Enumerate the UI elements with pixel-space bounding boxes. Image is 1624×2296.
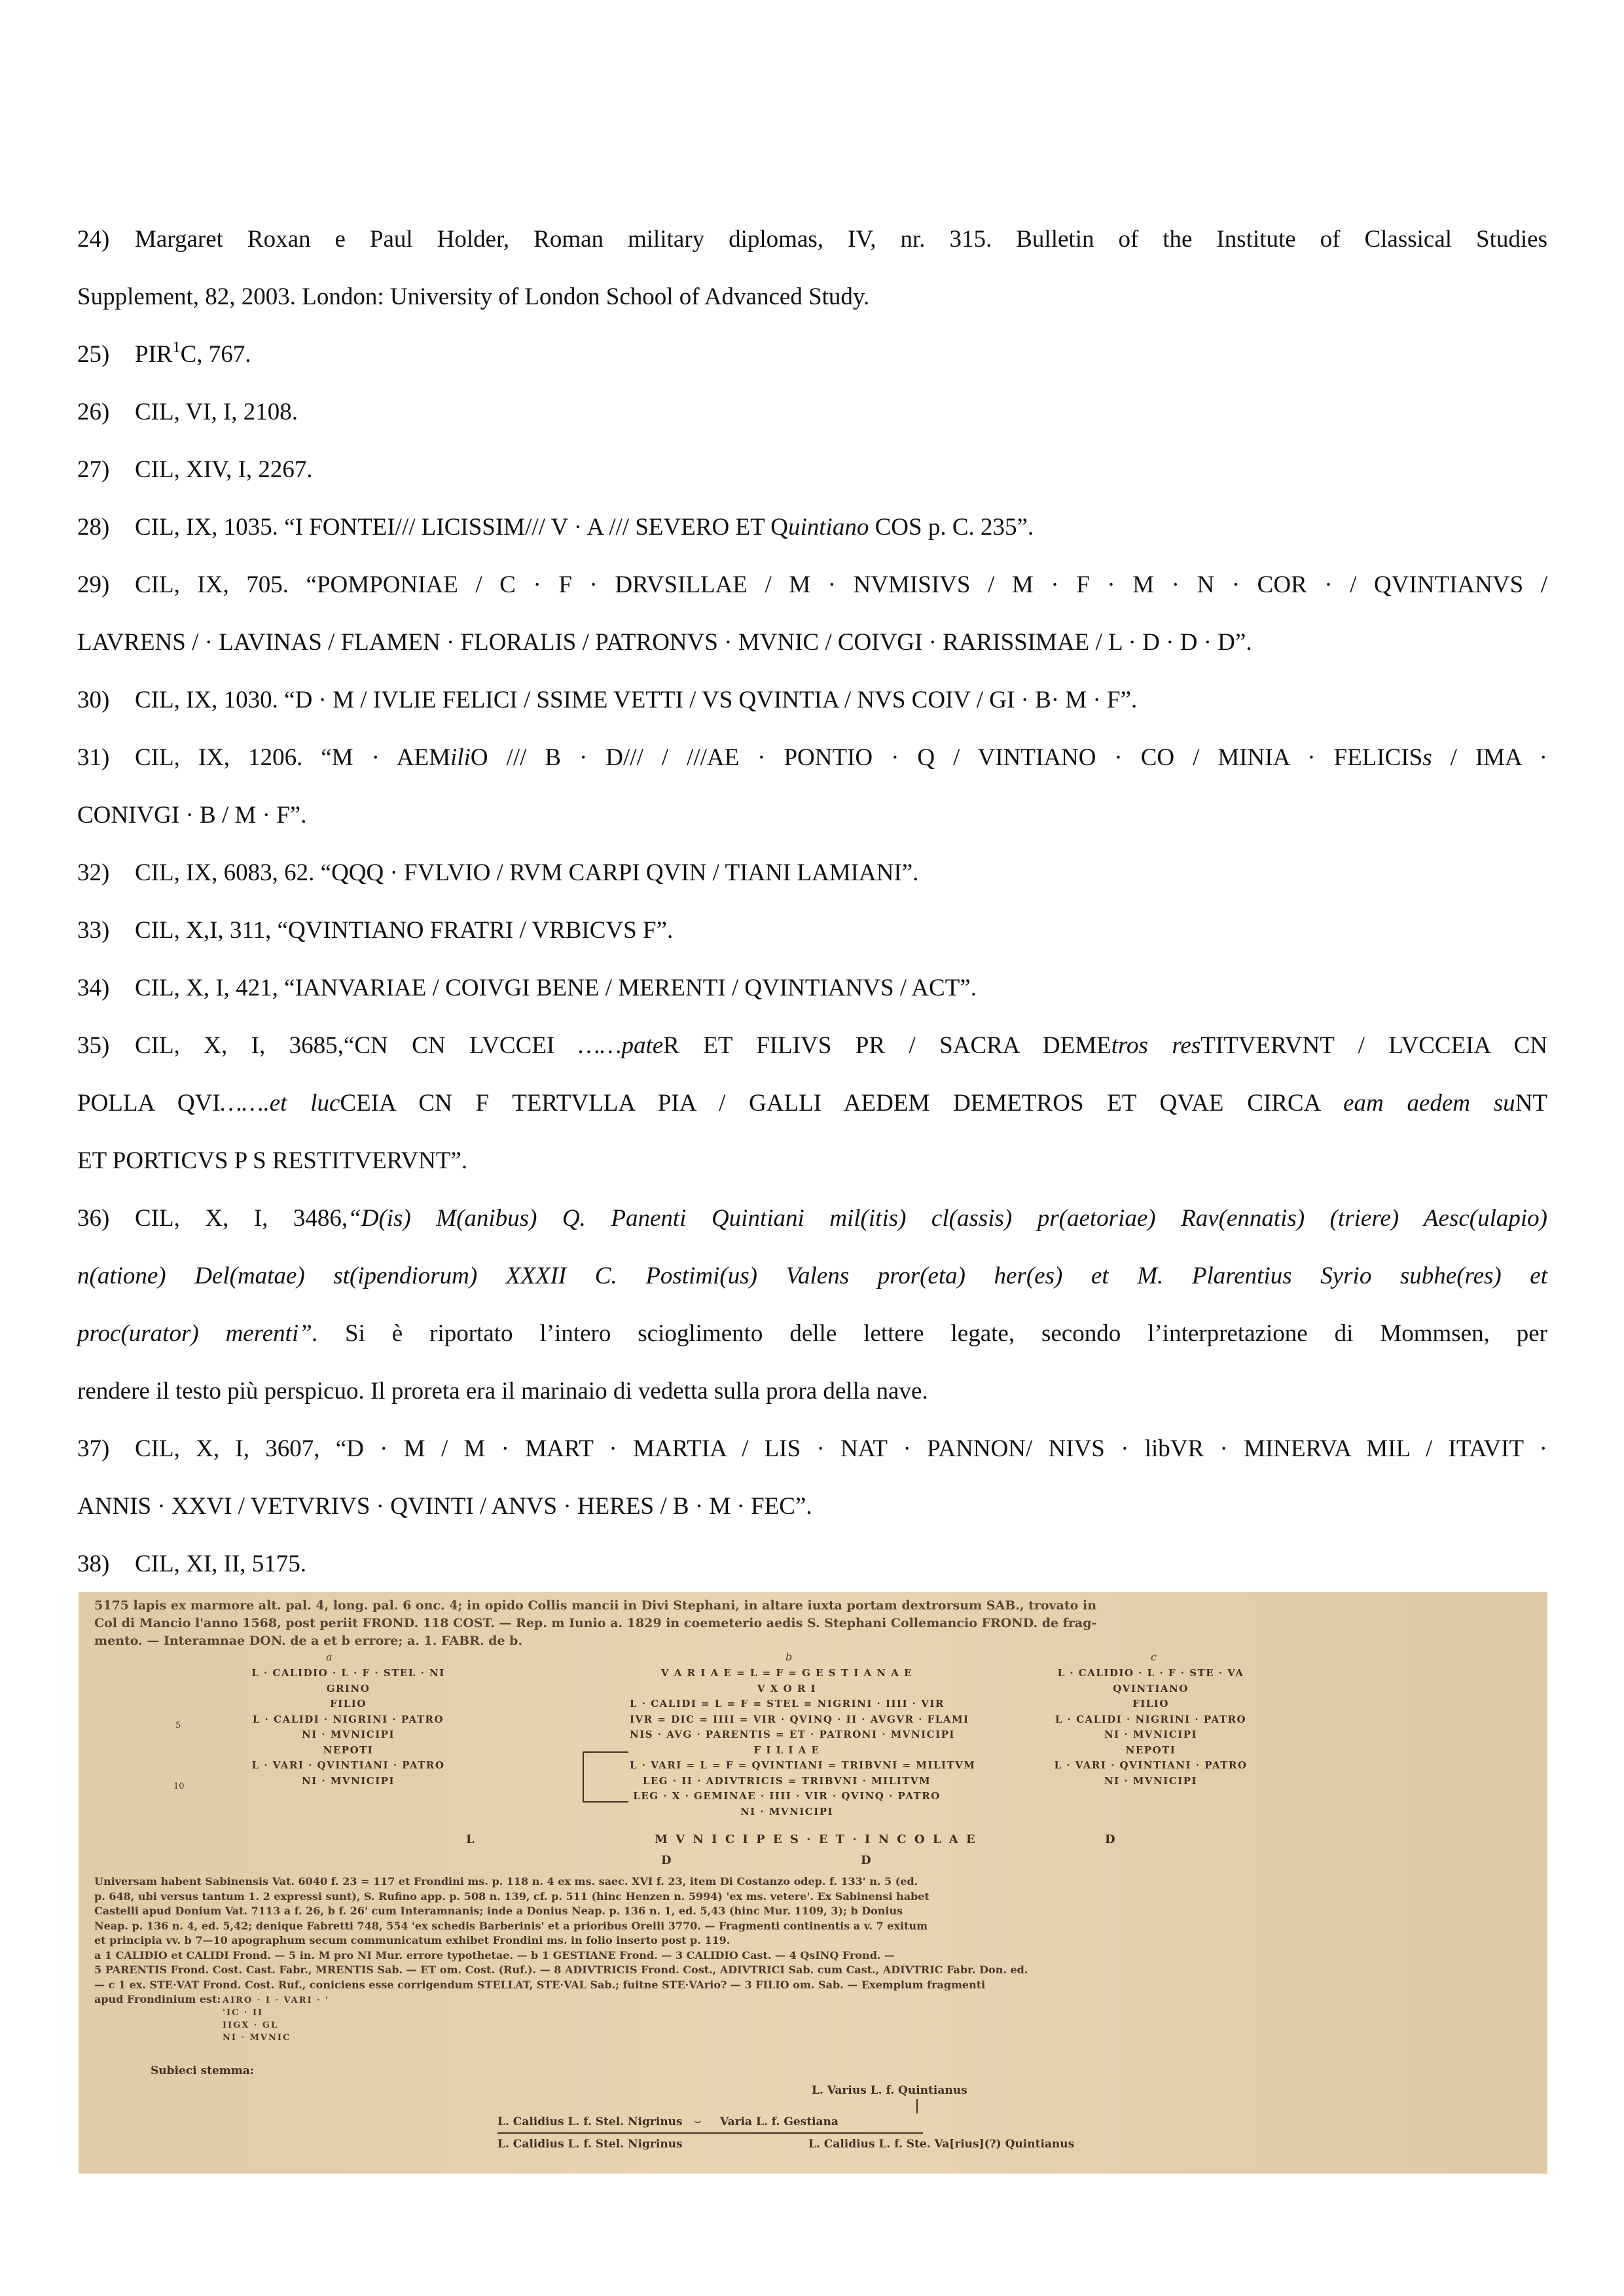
footnote-36-cont — [77, 1363, 1547, 1420]
footnote-36-cont — [77, 1305, 1547, 1363]
note-number: 36) — [77, 1205, 110, 1232]
note-italic: ……pate — [578, 1032, 664, 1059]
fragment-bracket — [583, 1751, 584, 1803]
inscription-letter-d: D — [1105, 1833, 1117, 1846]
commentary-line: Universam habent Sabinensis Vat. 6040 f. 23 = 117 et Frondini ms. p. 118 n. 4 ex ms. saec. XVI f. 23, item Di Costanzo odep. f. 133' n. 5 (ed. — [94, 1875, 918, 1888]
stemma-name: Varia L. f. Gestiana — [720, 2115, 839, 2128]
note-number: 27) — [77, 456, 110, 483]
fragment-line: IIGX · GL — [223, 2020, 279, 2030]
note-italic: proc(urator) merenti”. — [77, 1320, 319, 1347]
scan-header-line: mento. — Interamnae DON. de a et b errore; a. 1. FABR. de b. — [94, 1634, 523, 1648]
footnote-30 — [77, 672, 1547, 729]
commentary-line: — c 1 ex. STE·VAT Frond. Cost. Ruf., coniciens esse corrigendum STELLAT, STE·VAL Sab.; fuitne STE·VArio? — 3 FILIO om. Sab. — Exemplum fragmenti — [94, 1978, 986, 1991]
stemma-intro: Subieci stemma: — [151, 2064, 255, 2077]
note-number: 34) — [77, 975, 110, 1001]
cil-scan-image — [79, 1592, 1547, 2174]
scan-header-line: Col di Mancio l'anno 1568, post periit FROND. 118 COST. — Rep. m Iunio a. 1829 in coemeterio aedis S. Stephani Collemancio FROND. de frag- — [94, 1616, 1097, 1630]
inscription-line: L · CALIDI · NIGRINI · PATRO — [252, 1713, 444, 1725]
note-text: O /// B · D/// / ///AE · PONTIO · Q / VINTIANO · CO / MINIA · FELICIS — [470, 744, 1423, 771]
note-text: / IMA · — [1432, 744, 1547, 771]
stemma-name: L. Varius L. f. Quintianus — [812, 2084, 967, 2097]
note-text: CIL, X, I, 3607, “D · M / M · MART · MARTIA / LIS · NAT · PANNON/ NIVS · libVR · MINERVA MIL / ITAVIT · — [135, 1435, 1547, 1462]
note-number: 35) — [77, 1032, 110, 1059]
note-text: C, 767. — [180, 341, 251, 368]
note-italic: tros res — [1111, 1032, 1201, 1059]
inscription-line: QVINTIANO — [1113, 1682, 1189, 1695]
inscription-line: NEPOTI — [323, 1744, 374, 1756]
note-text: CIL, IX, 1030. “D · M / IVLIE FELICI / SSIME VETTI / VS QVINTIA / NVS COIV / GI · B· M · F”. — [135, 687, 1138, 713]
footnote-37-cont — [77, 1478, 1547, 1535]
inscription-line: L · CALIDI · NIGRINI · PATRO — [1055, 1713, 1247, 1725]
inscription-line: GRINO — [326, 1682, 370, 1695]
inscription-line: V A R I A E = L = F = G E S T I A N A E — [660, 1667, 913, 1679]
inscription-line: V X O R I — [757, 1682, 817, 1695]
footnote-32 — [77, 844, 1547, 902]
marriage-tie-icon: ⌣ — [694, 2114, 702, 2128]
commentary-line: apud Frondinium est: — [94, 1993, 221, 2005]
note-italic: eam aedem su — [1343, 1090, 1515, 1117]
note-text: CIL, IX, 6083, 62. “QQQ · FVLVIO / RVM CARPI QVIN / TIANI LAMIANI”. — [135, 859, 919, 886]
footnote-31-cont — [77, 787, 1547, 844]
inscription-letter-d: D — [661, 1854, 674, 1867]
inscription-line: NI · MVNICIPI — [1104, 1774, 1198, 1787]
note-text: CIL, X, I, 3685,“CN CN LVCCEI — [135, 1032, 579, 1059]
commentary-line: et principia vv. b 7—10 apographum secum communicatum exhibet Frondini ms. in folio inserto post p. 119. — [94, 1934, 731, 1946]
commentary-line: Neap. p. 136 n. 4, ed. 5,42; denique Fabretti 748, 554 'ex schedis Barberinis' et a prioribus Orelli 3770. — Fragmenti continentis a v. 7 exitum — [94, 1919, 928, 1932]
inscription-line: L · CALIDI = L = F = STEL = NIGRINI · IIII · VIR — [630, 1698, 945, 1710]
inscription-line: L · CALIDIO · L · F · STE · VA — [1057, 1667, 1244, 1679]
inscription-line: NIS · AVG · PARENTIS = ET · PATRONI · MVNICIPI — [630, 1729, 955, 1740]
footnote-34 — [77, 960, 1547, 1017]
commentary-line: a 1 CALIDIO et CALIDI Frond. — 5 in. M pro NI Mur. errore typothetae. — b 1 GESTIANE Frond. — 3 CALIDIO Cast. — 4 QsINQ Frond. — — [94, 1948, 895, 1962]
commentary-line: 5 PARENTIS Frond. Cost. Cast. Fabr., MRENTIS Sab. — ET om. Cost. (Ruf.). — 8 ADIVTRICIS Frond. Cost., ADIVTRICI Sab. cum Cast., ADIVTRIC Fabr. Don. ed. — [94, 1964, 1028, 1976]
inscription-column-b — [630, 1666, 976, 1820]
footnote-37 — [77, 1420, 1547, 1478]
inscription-line: L · VARI · QVINTIANI · PATRO — [1054, 1759, 1248, 1771]
note-text: TITVERVNT / LVCCEIA CN — [1200, 1032, 1547, 1059]
note-number: 29) — [77, 571, 110, 598]
fragment-bracket — [583, 1801, 628, 1803]
inscription-municipes: M V N I C I P E S · E T · I N C O L A E — [655, 1833, 977, 1846]
note-number: 24) — [77, 226, 110, 253]
footnote-35-cont — [77, 1132, 1547, 1190]
footnote-24 — [77, 211, 1547, 268]
footnotes — [77, 211, 1547, 1593]
footnote-28 — [77, 499, 1547, 556]
inscription-line: FILIO — [330, 1698, 367, 1710]
footnote-36 — [77, 1190, 1547, 1247]
note-text: COS p. C. 235”. — [869, 514, 1034, 541]
inscription-column-a — [230, 1666, 466, 1789]
stemma-name: L. Calidius L. f. Ste. Va[rius](?) Quintianus — [808, 2138, 1075, 2151]
footnote-27 — [77, 441, 1547, 499]
scan-header-line: 5175 lapis ex marmore alt. pal. 4, long. pal. 6 onc. 4; in opido Collis mancii in Divi Stephani, in altare iuxta portam dextrorsum SAB., trovato in — [94, 1598, 1097, 1613]
note-text: Si è riportato l’intero scioglimento delle lettere legate, secondo l’interpretazione di Mommsen, per — [318, 1320, 1547, 1347]
inscription-letter-d: D — [861, 1854, 873, 1867]
note-text: POLLA QVI — [77, 1090, 221, 1117]
stemma-name: L. Calidius L. f. Stel. Nigrinus — [497, 2115, 683, 2128]
fragment-transcription — [223, 1994, 329, 2044]
footnote-25 — [77, 326, 1547, 384]
note-number: 30) — [77, 687, 110, 713]
note-italic: s — [1422, 744, 1432, 771]
inscription-line: LEG · II · ADIVTRICIS = TRIBVNI · MILITVM — [642, 1774, 931, 1787]
inscription-column-c — [1033, 1666, 1269, 1789]
note-number: 38) — [77, 1551, 110, 1577]
column-label-b: b — [785, 1651, 793, 1663]
inscription-line: NEPOTI — [1125, 1744, 1176, 1756]
footnote-29 — [77, 556, 1547, 614]
commentary-line: p. 648, ubi versus tantum 1. 2 expressi sunt), S. Rufino app. p. 508 n. 139, cf. p. 511 (hinc Henzen n. 5994) 'ex ms. vetere'. Ex Sabinensi habet — [94, 1890, 929, 1903]
fragment-line: NI · MVNIC — [223, 2033, 291, 2043]
note-text: R ET FILIVS PR / SACRA DEME — [663, 1032, 1111, 1059]
note-italic: n(atione) Del(matae) st(ipendiorum) XXXII C. Postimi(us) Valens pror(eta) her(es) et M. Plarentius Syrio subhe(res) et — [77, 1263, 1547, 1289]
inscription-line: NI · MVNICIPI — [1104, 1729, 1198, 1740]
inscription-line: IVR = DIC = IIII = VIR · QVINQ · II · AVGVR · FLAMI — [630, 1713, 969, 1725]
note-text: CEIA CN F TERTVLLA PIA / GALLI AEDEM DEMETROS ET QVAE CIRCA — [340, 1090, 1344, 1117]
line-number: 5 — [175, 1721, 181, 1731]
note-italic: uintiano — [788, 514, 869, 541]
footnote-31 — [77, 729, 1547, 787]
footnote-35-cont — [77, 1075, 1547, 1132]
column-label-c: c — [1151, 1651, 1157, 1663]
note-number: 33) — [77, 917, 110, 944]
footnote-36-cont — [77, 1247, 1547, 1305]
note-text: ANNIS · XXVI / VETVRIVS · QVINTI / ANVS · HERES / B · M · FEC”. — [77, 1493, 812, 1520]
note-text: CIL, VI, I, 2108. — [135, 399, 298, 425]
stemma-line — [916, 2099, 918, 2113]
inscription-line: F I L I A E — [753, 1744, 820, 1756]
note-italic: ili — [450, 744, 471, 771]
note-text: LAVRENS / · LAVINAS / FLAMEN · FLORALIS / PATRONVS · MVNIC / COIVGI · RARISSIMAE / L · D · D · D”. — [77, 629, 1252, 656]
fragment-line: AIRO · I · VARI · ' — [223, 1996, 330, 2005]
footnote-26 — [77, 384, 1547, 441]
inscription-line: LEG · X · GEMINAE · IIII · VIR · QVINQ · PATRO — [633, 1790, 941, 1802]
footnote-33 — [77, 902, 1547, 960]
fragment-line: 'IC · II — [223, 2008, 264, 2018]
note-number: 28) — [77, 514, 110, 541]
scan-header — [94, 1597, 1096, 1650]
footnote-35 — [77, 1017, 1547, 1075]
stemma-line — [497, 2132, 923, 2134]
note-number: 31) — [77, 744, 110, 771]
commentary-line: Castelli apud Donium Vat. 7113 a f. 26, b f. 26' cum Interamnanis; inde a Donius Neap. p. 136 n. 1, ed. 5,43 (hinc Mur. 1109, 3); b Donius — [94, 1905, 903, 1917]
inscription-line: NI · MVNICIPI — [740, 1805, 834, 1818]
note-text: CIL, X,I, 311, “QVINTIANO FRATRI / VRBICVS F”. — [135, 917, 674, 944]
note-text: PIR — [135, 341, 173, 368]
note-number: 32) — [77, 859, 110, 886]
inscription-line: NI · MVNICIPI — [301, 1729, 395, 1740]
note-number: 37) — [77, 1435, 110, 1462]
note-text: CIL, XI, II, 5175. — [135, 1551, 307, 1577]
inscription-line: L · VARI = L = F = QVINTIANI = TRIBVNI = MILITVM — [630, 1759, 976, 1771]
inscription-line: NI · MVNICIPI — [301, 1774, 395, 1787]
note-text: CIL, X, I, 421, “IANVARIAE / COIVGI BENE / MERENTI / QVINTIANVS / ACT”. — [135, 975, 977, 1001]
column-label-a: a — [326, 1651, 333, 1663]
note-superscript: 1 — [172, 339, 181, 356]
note-text: CONIVGI · B / M · F”. — [77, 802, 307, 829]
note-italic: …….et luc — [220, 1090, 340, 1117]
scan-commentary — [94, 1874, 1028, 2007]
inscription-line: L · VARI · QVINTIANI · PATRO — [251, 1759, 445, 1771]
note-text: Supplement, 82, 2003. London: University of London School of Advanced Study. — [77, 283, 870, 310]
note-text: Margaret Roxan e Paul Holder, Roman military diplomas, IV, nr. 315. Bulletin of the Institute of Classical Studies — [135, 226, 1547, 253]
note-number: 26) — [77, 399, 110, 425]
note-italic: “D(is) M(anibus) Q. Panenti Quintiani mil(itis) cl(assis) pr(aetoriae) Rav(ennatis) (triere) Aesc(ulapio) — [348, 1205, 1547, 1232]
inscription-line: L · CALIDIO · L · F · STEL · NI — [251, 1667, 445, 1679]
note-number: 25) — [77, 341, 110, 368]
stemma-name: L. Calidius L. f. Stel. Nigrinus — [497, 2138, 683, 2151]
note-text: ET PORTICVS P S RESTITVERVNT”. — [77, 1147, 468, 1174]
inscription-letter-l: L — [466, 1833, 477, 1846]
note-text: rendere il testo più perspicuo. Il proreta era il marinaio di vedetta sulla prora della nave. — [77, 1378, 928, 1405]
note-text: CIL, IX, 1035. “I FONTEI/// LICISSIM/// V · A /// SEVERO ET Q — [135, 514, 788, 541]
note-text: CIL, X, I, 3486, — [135, 1205, 348, 1232]
footnote-38 — [77, 1535, 1547, 1593]
note-text: CIL, XIV, I, 2267. — [135, 456, 313, 483]
note-text: CIL, IX, 1206. “M · AEM — [135, 744, 451, 771]
fragment-bracket — [583, 1751, 628, 1753]
footnote-29-cont — [77, 614, 1547, 672]
footnote-24-cont — [77, 268, 1547, 326]
line-number: 10 — [173, 1782, 185, 1791]
note-text: CIL, IX, 705. “POMPONIAE / C · F · DRVSILLAE / M · NVMISIVS / M · F · M · N · COR · / QVINTIANVS / — [135, 571, 1547, 598]
note-text: NT — [1515, 1090, 1548, 1117]
inscription-line: FILIO — [1132, 1698, 1169, 1710]
